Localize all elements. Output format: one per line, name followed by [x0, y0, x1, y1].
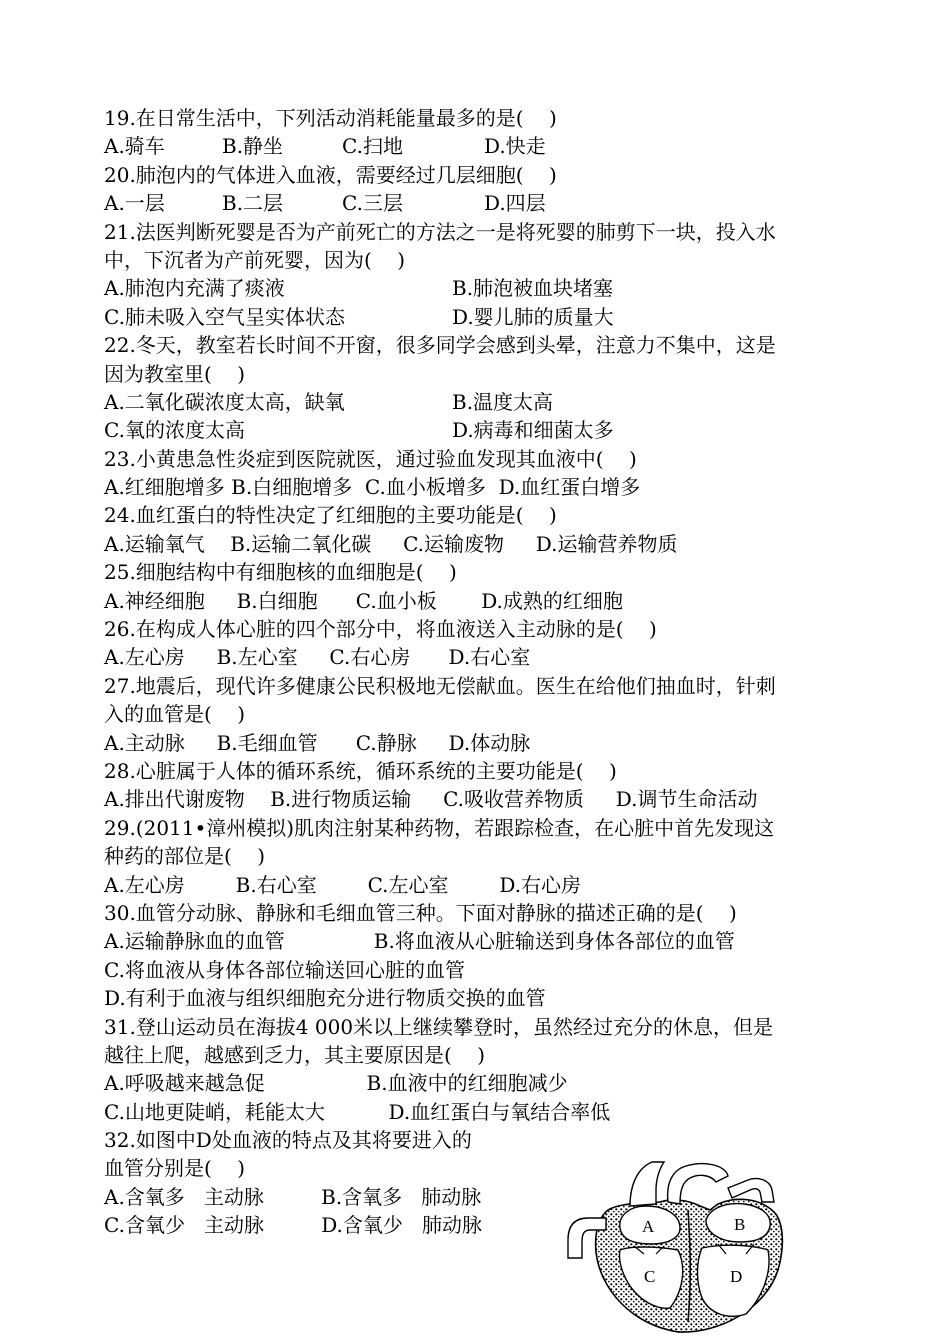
question-stem: 29.(2011•漳州模拟)肌肉注射某种药物，若跟踪检查，在心脏中首先发现这	[104, 815, 775, 840]
options-line: A.神经细胞 B.白细胞 C.血小板 D.成熟的红细胞	[104, 588, 623, 613]
option-d: D.病毒和细菌太多	[452, 418, 614, 443]
heart-diagram	[560, 1158, 800, 1336]
option-b: B.二层	[222, 191, 284, 216]
question-stem: 23.小黄患急性炎症到医院就医，通过验血发现其血液中( )	[104, 446, 637, 471]
label-a: A	[642, 1217, 655, 1236]
question-stem: 21.法医判断死婴是否为产前死亡的方法之一是将死婴的肺剪下一块，投入水	[104, 219, 776, 244]
question-stem: 31.登山运动员在海拔4 000米以上继续攀登时，虽然经过充分的休息，但是	[104, 1014, 774, 1039]
question-stem: 26.在构成人体心脏的四个部分中，将血液送入主动脉的是( )	[104, 617, 657, 642]
option-row	[104, 416, 844, 444]
options-line: A.运输氧气 B.运输二氧化碳 C.运输废物 D.运输营养物质	[104, 531, 678, 556]
question-stem: 27.地震后，现代许多健康公民积极地无偿献血。医生在给他们抽血时，针刺	[104, 673, 776, 698]
options-line: A.运输静脉血的血管 B.将血液从心脏输送到身体各部位的血管	[104, 929, 735, 954]
option-a: A.骑车	[104, 134, 165, 159]
question-stem: 28.心脏属于人体的循环系统，循环系统的主要功能是( )	[104, 758, 617, 783]
options-line: C.将血液从身体各部位输送回心脏的血管	[104, 957, 465, 982]
options-line: A.左心房 B.右心室 C.左心室 D.右心房	[104, 872, 582, 897]
option-d: D.四层	[484, 191, 546, 216]
option-d: D.婴儿肺的质量大	[452, 304, 614, 329]
vessel-pulmonary	[630, 1162, 664, 1206]
question-stem: 20.肺泡内的气体进入血液，需要经过几层细胞( )	[104, 162, 557, 187]
options-line: A.含氧多 主动脉 B.含氧多 肺动脉	[104, 1184, 482, 1209]
option-row	[104, 274, 844, 302]
option-a: A.一层	[104, 191, 165, 216]
question-stem: 24.血红蛋白的特性决定了红细胞的主要功能是( )	[104, 503, 557, 528]
question-stem-cont: 血管分别是( )	[104, 1156, 246, 1181]
label-b: B	[734, 1215, 746, 1234]
option-b: B.静坐	[222, 134, 284, 159]
question-stem: 32.如图中D处血液的特点及其将要进入的	[104, 1128, 472, 1153]
option-row	[104, 189, 844, 217]
options-line: C.含氧少 主动脉 D.含氧少 肺动脉	[104, 1213, 482, 1238]
question-stem-cont: 因为教室里( )	[104, 361, 246, 386]
vessel-pulm-vein	[728, 1178, 774, 1202]
option-c: C.三层	[342, 191, 403, 216]
options-line: A.排出代谢废物 B.进行物质运输 C.吸收营养物质 D.调节生命活动	[104, 787, 758, 812]
options-line: D.有利于血液与组织细胞充分进行物质交换的血管	[104, 986, 546, 1011]
options-line: C.山地更陡峭，耗能太大 D.血红蛋白与氧结合率低	[104, 1099, 611, 1124]
option-a: A.肺泡内充满了痰液	[104, 276, 285, 301]
heart-diagram-svg	[560, 1158, 800, 1336]
option-row	[104, 388, 844, 416]
option-a: A.二氧化碳浓度太高，缺氧	[104, 389, 345, 414]
question-stem-cont: 越往上爬，越感到乏力，其主要原因是( )	[104, 1042, 486, 1067]
vessel-aorta	[668, 1164, 728, 1204]
question-stem: 22.冬天，教室若长时间不开窗，很多同学会感到头晕，注意力不集中，这是	[104, 333, 776, 358]
option-c: C.扫地	[342, 134, 403, 159]
question-list	[104, 104, 844, 1240]
label-d: D	[730, 1267, 743, 1286]
question-stem: 19.在日常生活中，下列活动消耗能量最多的是( )	[104, 106, 557, 130]
options-line: A.呼吸越来越急促 B.血液中的红细胞减少	[104, 1071, 568, 1096]
question-stem-cont: 中，下沉者为产前死婴，因为( )	[104, 247, 406, 272]
options-line: A.左心房 B.左心室 C.右心房 D.右心室	[104, 645, 531, 670]
question-stem-cont: 种药的部位是( )	[104, 844, 266, 869]
option-c: C.氧的浓度太高	[104, 418, 245, 443]
option-b: B.温度太高	[452, 389, 554, 414]
option-row	[104, 132, 844, 160]
question-stem: 25.细胞结构中有细胞核的血细胞是( )	[104, 560, 457, 585]
option-row	[104, 303, 844, 331]
option-b: B.肺泡被血块堵塞	[452, 276, 614, 301]
option-c: C.肺未吸入空气呈实体状态	[104, 304, 345, 329]
label-c: C	[644, 1267, 656, 1286]
options-line: A.红细胞增多 B.白细胞增多 C.血小板增多 D.血红蛋白增多	[104, 475, 641, 500]
question-stem: 30.血管分动脉、静脉和毛细血管三种。下面对静脉的描述正确的是( )	[104, 900, 737, 925]
question-stem-cont: 入的血管是( )	[104, 702, 246, 727]
options-line: A.主动脉 B.毛细血管 C.静脉 D.体动脉	[104, 730, 531, 755]
option-d: D.快走	[484, 134, 546, 159]
